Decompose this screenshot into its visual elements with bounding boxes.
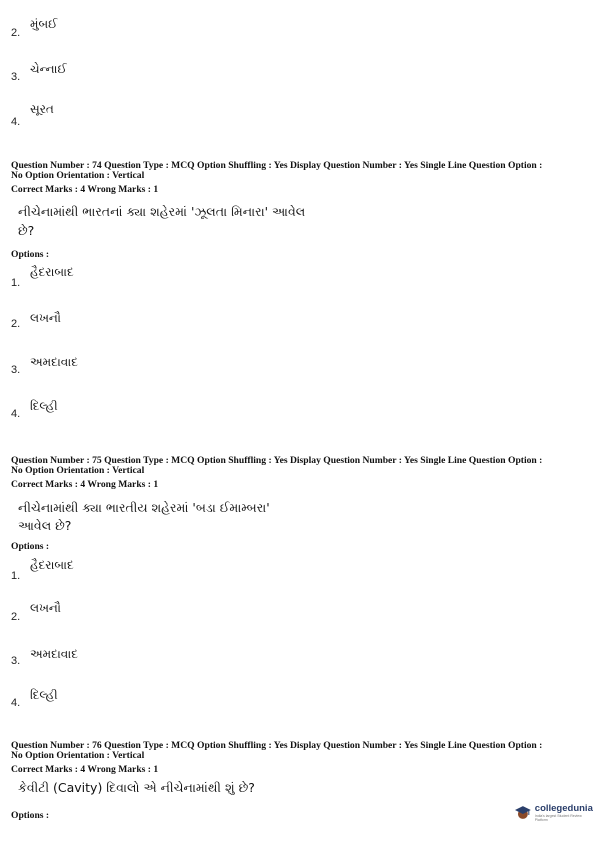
option-number: 4. bbox=[11, 697, 21, 709]
graduation-cap-icon bbox=[514, 804, 532, 822]
option-text: અમદાવાદ bbox=[30, 647, 78, 661]
option-text: હૈદરાબાદ bbox=[30, 558, 74, 572]
option-number: 3. bbox=[11, 655, 21, 667]
option-number: 4. bbox=[11, 408, 21, 420]
question-meta: Question Number : 74 Question Type : MCQ Option Shuffling : Yes Display Question Number : Yes Single Line Question Option : bbox=[11, 160, 543, 171]
logo-tagline: India's largest Student Review Platform bbox=[534, 814, 582, 822]
collegedunia-logo bbox=[514, 804, 595, 822]
option-text: હૈદરાબાદ bbox=[30, 265, 74, 279]
question-meta-cont: No Option Orientation : Vertical bbox=[11, 170, 145, 181]
option-number: 3. bbox=[11, 364, 21, 376]
question-text: કેવીટી (Cavity) દિવાલો એ નીચેનામાંથી શું છે? bbox=[18, 780, 255, 795]
option-text: મુંબઈ bbox=[30, 17, 58, 31]
question-text: નીચેનામાંથી ક્યા ભારતીય શહેરમાં 'બડા ઈમામ્બરા' bbox=[18, 500, 270, 515]
option-text: દિલ્હી bbox=[30, 688, 58, 702]
question-marks: Correct Marks : 4 Wrong Marks : 1 bbox=[11, 479, 159, 490]
option-text: લખનૌ bbox=[30, 311, 61, 325]
option-number: 1. bbox=[11, 277, 21, 289]
question-marks: Correct Marks : 4 Wrong Marks : 1 bbox=[11, 184, 159, 195]
option-number: 2. bbox=[11, 318, 21, 330]
options-label: Options : bbox=[11, 249, 50, 260]
option-number: 4. bbox=[11, 116, 21, 128]
option-text: અમદાવાદ bbox=[30, 355, 78, 369]
options-label: Options : bbox=[11, 810, 50, 821]
question-marks: Correct Marks : 4 Wrong Marks : 1 bbox=[11, 764, 159, 775]
option-number: 2. bbox=[11, 611, 21, 623]
question-meta-cont: No Option Orientation : Vertical bbox=[11, 750, 145, 761]
logo-name: collegedunia bbox=[534, 803, 593, 814]
option-text: દિલ્હી bbox=[30, 399, 58, 413]
question-text-cont: છે? bbox=[18, 223, 35, 238]
question-meta: Question Number : 76 Question Type : MCQ Option Shuffling : Yes Display Question Number : Yes Single Line Question Option : bbox=[11, 740, 543, 751]
question-meta: Question Number : 75 Question Type : MCQ Option Shuffling : Yes Display Question Number : Yes Single Line Question Option : bbox=[11, 455, 543, 466]
option-number: 2. bbox=[11, 27, 21, 39]
option-number: 1. bbox=[11, 570, 21, 582]
option-number: 3. bbox=[11, 71, 21, 83]
option-text: સૂરત bbox=[30, 102, 54, 116]
options-label: Options : bbox=[11, 541, 50, 552]
question-text: નીચેનામાંથી ભારતનાં ક્યા શહેરમાં 'ઝૂલતા મિનારા' આવેલ bbox=[18, 204, 306, 219]
question-text-cont: આવેલ છે? bbox=[18, 518, 72, 533]
question-meta-cont: No Option Orientation : Vertical bbox=[11, 465, 145, 476]
option-text: ચેન્નાઈ bbox=[30, 62, 67, 76]
option-text: લખનૌ bbox=[30, 601, 61, 615]
